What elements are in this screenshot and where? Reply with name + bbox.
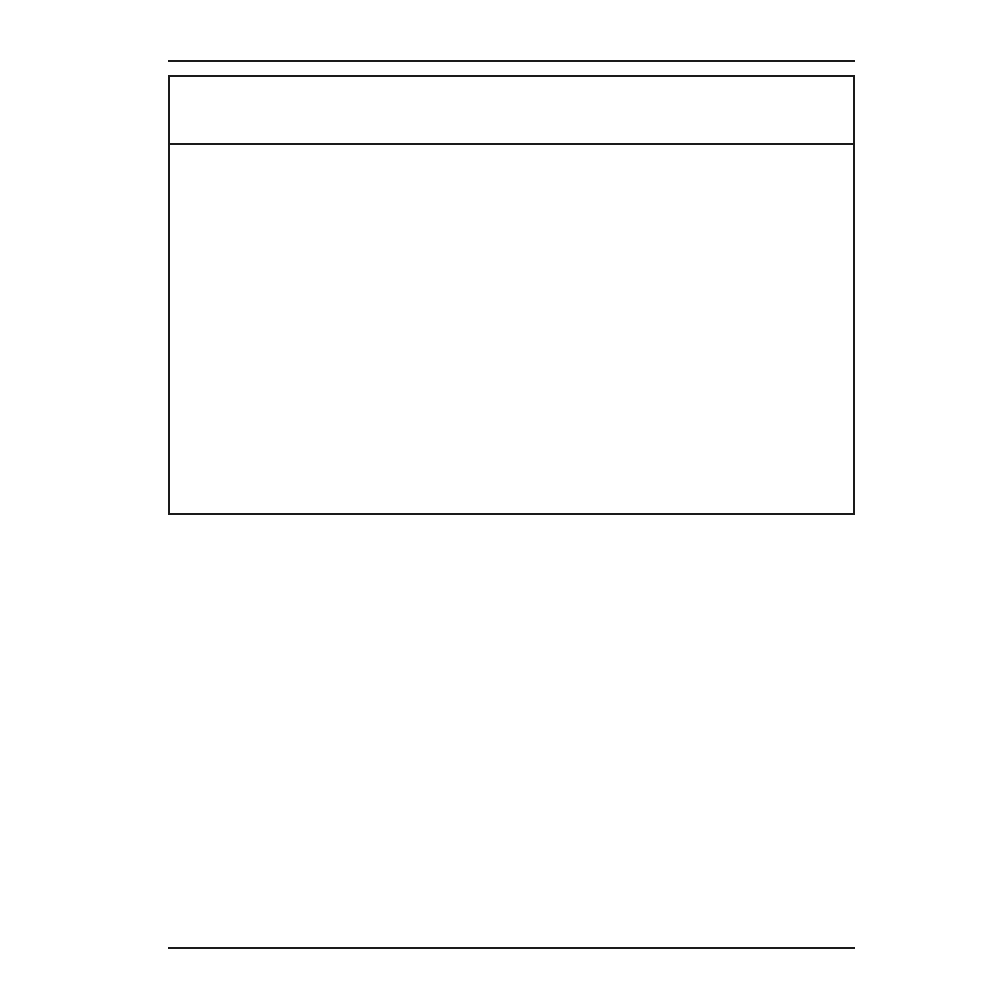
- footer-rule: [168, 947, 855, 949]
- quantity-estimation-chart: [342, 150, 574, 330]
- ugr-chart: [582, 150, 834, 340]
- header-rule: [168, 60, 855, 62]
- main-box: [168, 75, 855, 515]
- title-divider: [170, 143, 853, 145]
- polar-intensity-chart: [180, 162, 340, 330]
